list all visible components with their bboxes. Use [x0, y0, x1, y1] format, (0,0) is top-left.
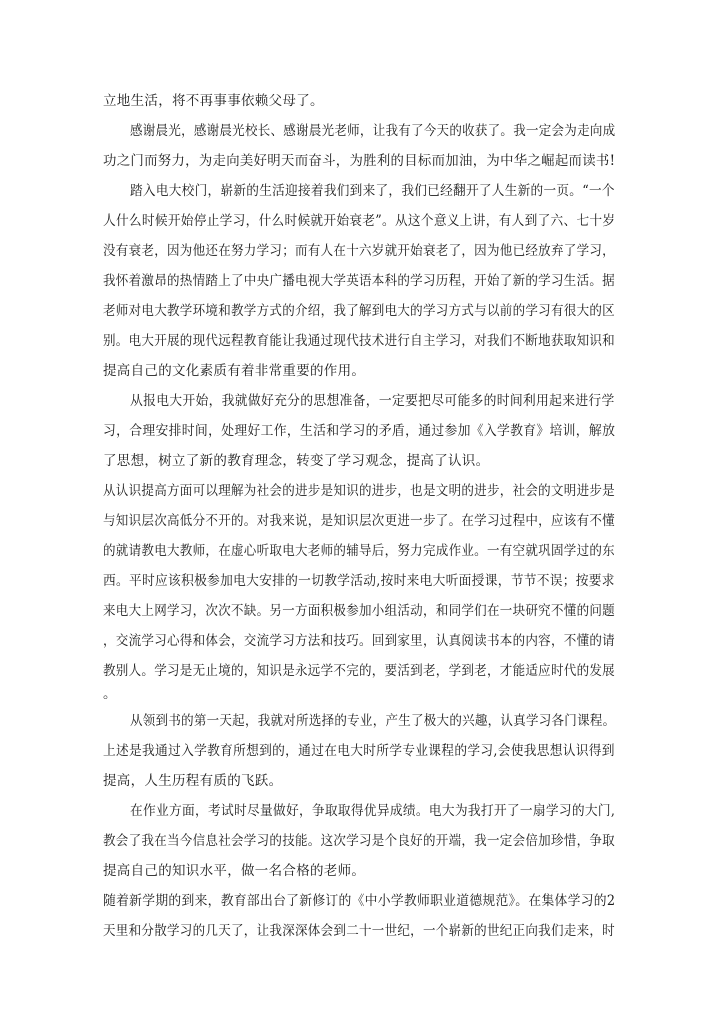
text-line: 感谢晨光，感谢晨光校长、感谢晨光老师，让我有了今天的收获了。我一定会为走向成 [130, 123, 616, 139]
text-line: 的就请教电大教师，在虚心听取电大老师的辅导后，努力完成作业。一有空就巩固学过的东 [103, 543, 615, 559]
text-line: 了思想，树立了新的教育理念，转变了学习观念，提高了认识。 [103, 453, 490, 469]
text-line: 西。平时应该积极参加电大安排的一切教学活动,按时来电大听面授课，节节不误；按要求 [103, 573, 615, 589]
text-line: 随着新学期的到来，教育部出台了新修订的《中小学教师职业道德规范》。在集体学习的2 [103, 893, 616, 909]
text-line: 从报电大开始，我就做好充分的思想准备，一定要把尽可能多的时间利用起来进行学 [130, 393, 615, 409]
text-line: 习，合理安排时间，处理好工作，生活和学习的矛盾，通过参加《入学教育》培训，解放 [103, 423, 616, 439]
text-line: 没有衰老，因为他还在努力学习；而有人在十六岁就开始衰老了，因为他已经放弃了学习， [103, 243, 615, 259]
text-line: 提高自己的文化素质有着非常重要的作用。 [103, 363, 366, 379]
text-line: 我怀着激昂的热情踏上了中央广播电视大学英语本科的学习历程，开始了新的学习生活。据 [103, 273, 615, 289]
text-line: ，交流学习心得和体会，交流学习方法和技巧。回到家里，认真阅读书本的内容，不懂的请 [103, 633, 615, 649]
text-line: 教会了我在当今信息社会学习的技能。这次学习是个良好的开端，我一定会倍加珍惜，争取 [103, 833, 615, 849]
text-line: 上述是我通过入学教育所想到的，通过在电大时所学专业课程的学习,会使我思想认识得到 [103, 743, 615, 759]
text-line: 教别人。学习是无止境的，知识是永远学不完的，要活到老，学到老，才能适应时代的发展 [103, 663, 615, 679]
text-line: 老师对电大教学环境和教学方式的介绍，我了解到电大的学习方式与以前的学习有很大的区 [103, 303, 615, 319]
text-line: 踏入电大校门，崭新的生活迎接着我们到来了，我们已经翻开了人生新的一页。“一个 [130, 183, 615, 199]
text-line: 从领到书的第一天起，我就对所选择的专业，产生了极大的兴趣，认真学习各门课程。 [130, 713, 616, 729]
text-line: 提高自己的知识水平，做一名合格的老师。 [103, 863, 366, 879]
text-line: 天里和分散学习的几天了，让我深深体会到二十一世纪，一个崭新的世纪正向我们走来，时 [103, 923, 615, 939]
text-line: 功之门而努力，为走向美好明天而奋斗，为胜利的目标而加油，为中华之崛起而读书! [103, 153, 616, 169]
text-line: 提高，人生历程有质的飞跃。 [103, 773, 283, 789]
text-line: 立地生活，将不再事事依赖父母了。 [103, 93, 324, 109]
text-line: 别。电大开展的现代远程教育能让我通过现代技术进行自主学习，对我们不断地获取知识和 [103, 333, 615, 349]
text-line: 与知识层次高低分不开的。对我来说，是知识层次更进一步了。在学习过程中，应该有不懂 [103, 513, 615, 529]
text-line: 。 [103, 686, 117, 702]
text-line: 从认识提高方面可以理解为社会的进步是知识的进步，也是文明的进步，社会的文明进步是 [103, 483, 615, 499]
text-line: 来电大上网学习，次次不缺。另一方面积极参加小组活动，和同学们在一块研究不懂的问题 [103, 603, 615, 619]
text-line: 在作业方面，考试时尽量做好，争取取得优异成绩。电大为我打开了一扇学习的大门, [130, 803, 616, 819]
text-line: 人什么时候开始停止学习，什么时候就开始衰老”。从这个意义上讲，有人到了六、七十岁 [103, 213, 616, 229]
